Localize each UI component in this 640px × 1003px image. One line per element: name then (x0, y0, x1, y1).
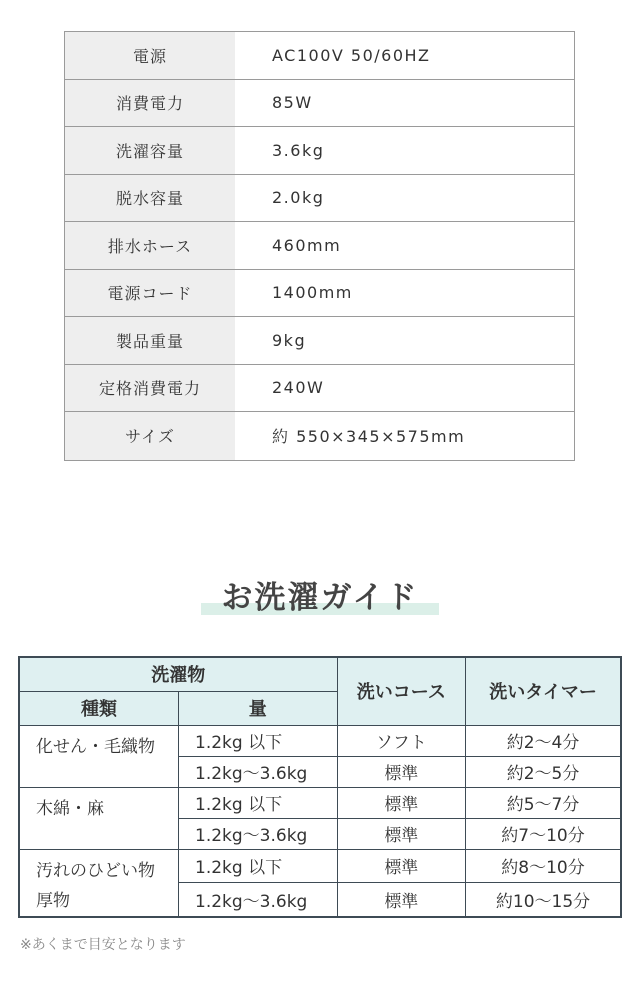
amount-cell: 1.2kg～3.6kg (179, 818, 338, 849)
table-row (19, 849, 621, 882)
course-cell: 標準 (337, 787, 466, 818)
spec-value: 460mm (272, 235, 342, 255)
guide-title-wrap (0, 572, 640, 617)
spec-row (65, 222, 574, 270)
spec-label: 電源コード (65, 270, 235, 317)
spec-label: 脱水容量 (65, 175, 235, 222)
spec-row (65, 32, 574, 80)
guide-title (209, 572, 430, 617)
spec-value: 3.6kg (272, 140, 325, 160)
header-kind: 種類 (19, 691, 179, 725)
spec-value: 約 550×345×575mm (272, 427, 466, 447)
spec-value: 9kg (272, 330, 307, 350)
amount-cell: 1.2kg～3.6kg (179, 882, 338, 916)
spec-row (65, 365, 574, 413)
amount-cell: 1.2kg 以下 (179, 849, 338, 882)
amount-cell: 1.2kg～3.6kg (179, 756, 338, 787)
kind-cell: 木綿・麻 (19, 787, 179, 849)
spec-value: 2.0kg (272, 188, 325, 208)
header-amount: 量 (179, 691, 338, 725)
guide-note: ※あくまで目安となります (20, 937, 186, 953)
spec-label: 排水ホース (65, 222, 235, 269)
kind-cell (19, 849, 179, 917)
spec-row (65, 270, 574, 318)
table-row (19, 725, 621, 756)
amount-cell: 1.2kg 以下 (179, 725, 338, 756)
spec-value: 1400mm (272, 283, 353, 303)
course-cell: ソフト (337, 725, 466, 756)
spec-row (65, 127, 574, 175)
spec-label: 洗濯容量 (65, 127, 235, 174)
spec-value: AC100V 50/60HZ (272, 45, 431, 65)
spec-label: サイズ (65, 412, 235, 460)
laundry-guide-table (18, 656, 622, 918)
timer-cell: 約8～10分 (466, 849, 621, 882)
spec-label: 消費電力 (65, 80, 235, 127)
table-row (19, 787, 621, 818)
kind-cell: 化せん・毛織物 (19, 725, 179, 787)
timer-cell: 約7～10分 (466, 818, 621, 849)
spec-label: 電源 (65, 32, 235, 79)
course-cell: 標準 (337, 882, 466, 916)
spec-table (64, 31, 575, 461)
spec-value: 85W (272, 93, 313, 113)
timer-cell: 約5～7分 (466, 787, 621, 818)
header-timer: 洗いタイマー (466, 657, 621, 725)
timer-cell: 約2～5分 (466, 756, 621, 787)
spec-label: 製品重量 (65, 317, 235, 364)
timer-cell: 約10～15分 (466, 882, 621, 916)
spec-row (65, 175, 574, 223)
spec-row (65, 80, 574, 128)
course-cell: 標準 (337, 849, 466, 882)
timer-cell: 約2～4分 (466, 725, 621, 756)
course-cell: 標準 (337, 818, 466, 849)
spec-row (65, 317, 574, 365)
spec-label: 定格消費電力 (65, 365, 235, 412)
spec-row (65, 412, 574, 460)
kind-line: 汚れのひどい物 (36, 860, 155, 881)
course-cell: 標準 (337, 756, 466, 787)
header-course: 洗いコース (337, 657, 466, 725)
amount-cell: 1.2kg 以下 (179, 787, 338, 818)
guide-title-text: お洗濯ガイド (221, 580, 419, 616)
spec-value: 240W (272, 378, 325, 398)
kind-line: 厚物 (36, 890, 70, 911)
header-laundry: 洗濯物 (19, 657, 337, 691)
